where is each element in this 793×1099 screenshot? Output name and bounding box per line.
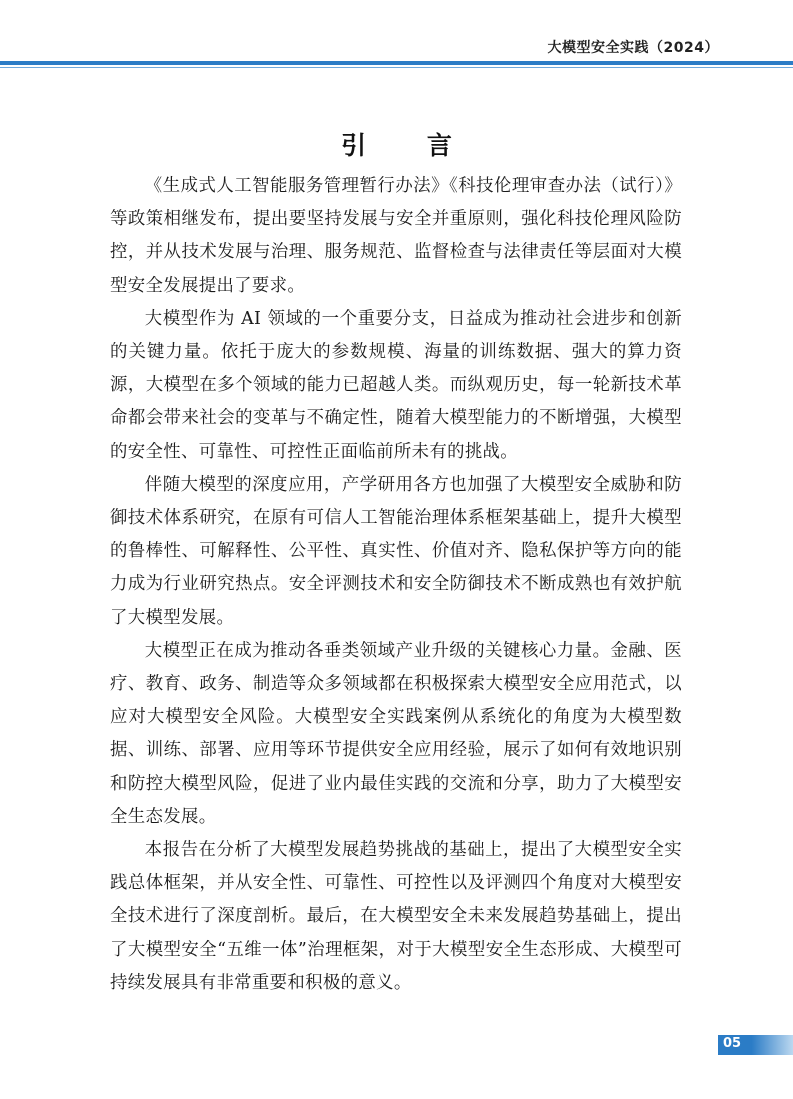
paragraph-2: 大模型作为 AI 领域的一个重要分支，日益成为推动社会进步和创新的关键力量。依托于庞大的参数规模、海量的训练数据、强大的算力资源，大模型在多个领域的能力已超越人类。而纵观历史，每一轮新技术革命都会带来社会的变革与不确定性，随着大模型能力的不断增强，大模型的安全性、可靠性、可控性正面临前所未有的挑战。 (110, 308, 682, 462)
header-rule-thin (0, 67, 793, 68)
running-header: 大模型安全实践（2024） (547, 40, 719, 56)
paragraph-1: 《生成式人工智能服务管理暂行办法》《科技伦理审查办法（试行）》等政策相继发布，提出要坚持发展与安全并重原则，强化科技伦理风险防控，并从技术发展与治理、服务规范、监督检查与法律责任等层面对大模型安全发展提出了要求。 (110, 176, 682, 296)
paragraph-3: 伴随大模型的深度应用，产学研用各方也加强了大模型安全威胁和防御技术体系研究，在原有可信人工智能治理体系框架基础上，提升大模型的鲁棒性、可解释性、公平性、真实性、价值对齐、隐私保护等方向的能力成为行业研究热点。安全评测技术和安全防御技术不断成熟也有效护航了大模型发展。 (110, 474, 682, 628)
paragraph-5: 本报告在分析了大模型发展趋势挑战的基础上，提出了大模型安全实践总体框架，并从安全性、可靠性、可控性以及评测四个角度对大模型安全技术进行了深度剖析。最后，在大模型安全未来发展趋势基础上，提出了大模型安全“五维一体”治理框架，对于大模型安全生态形成、大模型可持续发展具有非常重要和积极的意义。 (110, 840, 682, 993)
page-title: 引 言 (341, 131, 478, 160)
paragraph-4: 大模型正在成为推动各垂类领域产业升级的关键核心力量。金融、医疗、教育、政务、制造等众多领域都在积极探索大模型安全应用范式，以应对大模型安全风险。大模型安全实践案例从系统化的角度为大模型数据、训练、部署、应用等环节提供安全应用经验，展示了如何有效地识别和防控大模型风险，促进了业内最佳实践的交流和分享，助力了大模型安全生态发展。 (110, 640, 682, 827)
body-text (110, 170, 682, 1000)
page-number: 05 (723, 1036, 742, 1051)
header-rule-thick (0, 61, 793, 65)
